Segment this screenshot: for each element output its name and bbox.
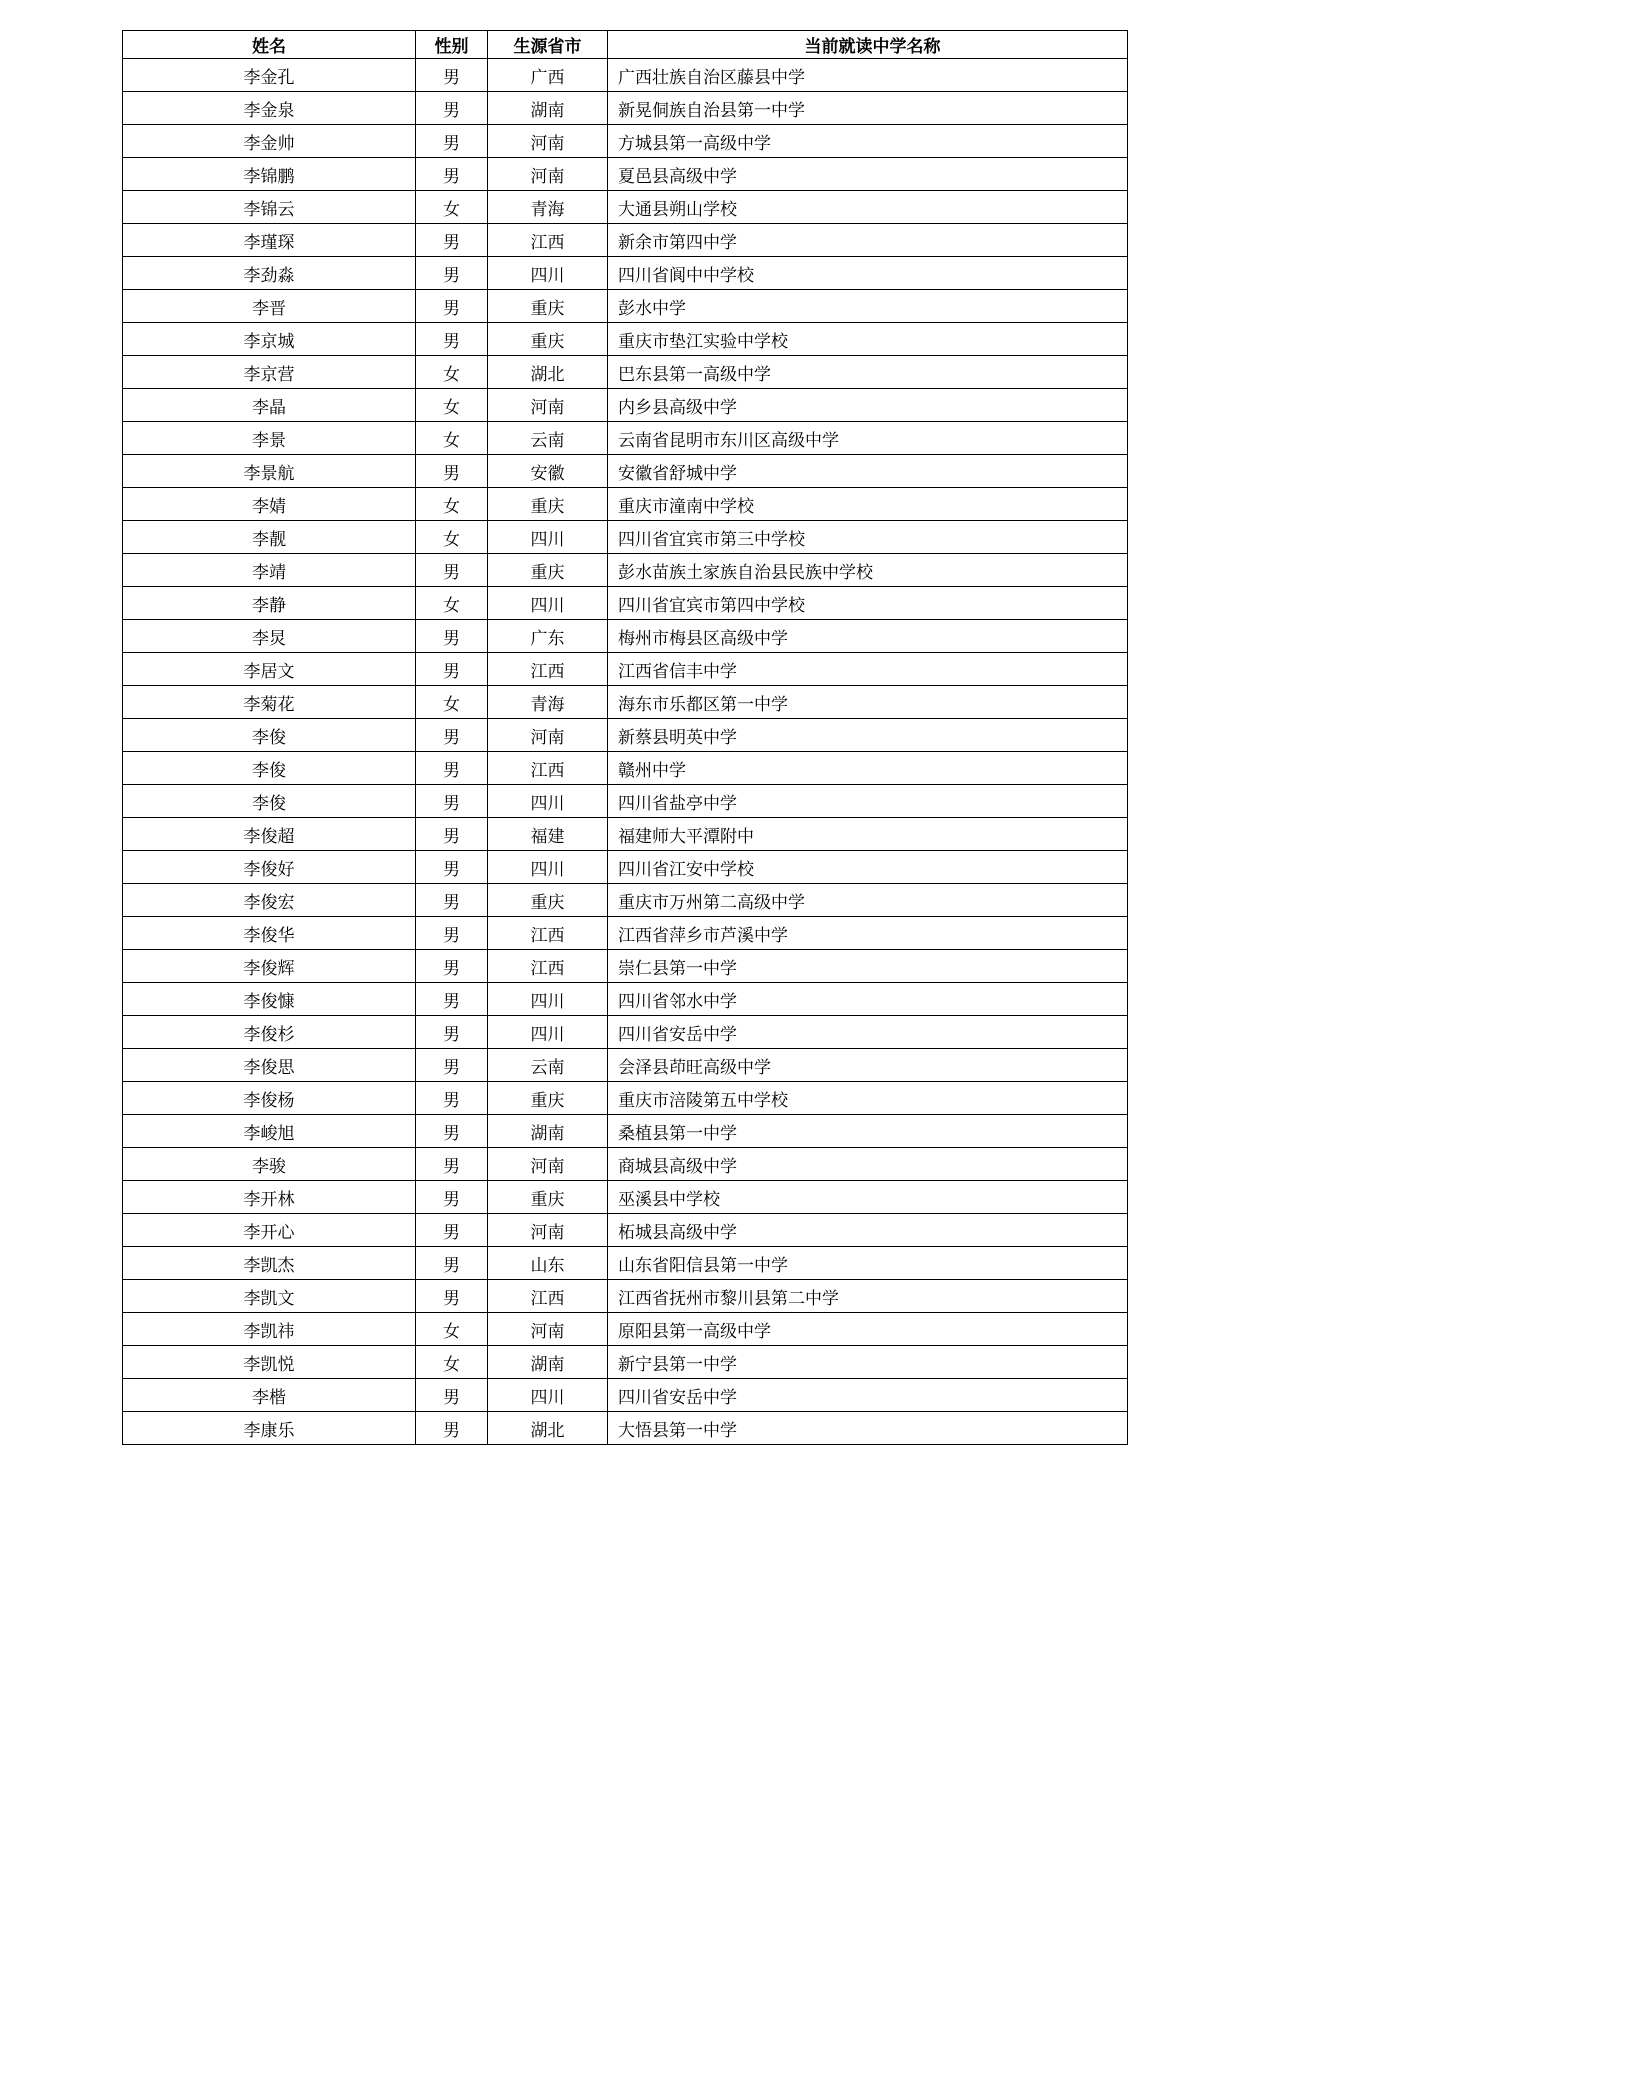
name-cell: 李景	[123, 422, 416, 455]
table-row	[123, 686, 1128, 719]
school-cell: 大通县朔山学校	[608, 191, 1128, 224]
name-cell: 李开林	[123, 1181, 416, 1214]
province-cell: 湖南	[488, 1115, 608, 1148]
table-row	[123, 323, 1128, 356]
name-cell: 李楷	[123, 1379, 416, 1412]
province-cell: 江西	[488, 950, 608, 983]
table-row	[123, 917, 1128, 950]
gender-cell: 男	[416, 653, 488, 686]
school-cell: 商城县高级中学	[608, 1148, 1128, 1181]
gender-cell: 男	[416, 1115, 488, 1148]
table-row	[123, 422, 1128, 455]
table-row	[123, 389, 1128, 422]
school-cell: 彭水中学	[608, 290, 1128, 323]
name-cell: 李靓	[123, 521, 416, 554]
table-row	[123, 1412, 1128, 1445]
school-cell: 云南省昆明市东川区高级中学	[608, 422, 1128, 455]
name-cell: 李金泉	[123, 92, 416, 125]
name-cell: 李金孔	[123, 59, 416, 92]
name-cell: 李峻旭	[123, 1115, 416, 1148]
school-cell: 广西壮族自治区藤县中学	[608, 59, 1128, 92]
name-cell: 李俊宏	[123, 884, 416, 917]
school-cell: 四川省江安中学校	[608, 851, 1128, 884]
school-cell: 四川省盐亭中学	[608, 785, 1128, 818]
school-cell: 江西省萍乡市芦溪中学	[608, 917, 1128, 950]
school-cell: 新余市第四中学	[608, 224, 1128, 257]
table-header	[123, 31, 1128, 59]
province-cell: 安徽	[488, 455, 608, 488]
table-row	[123, 92, 1128, 125]
name-cell: 李锦鹏	[123, 158, 416, 191]
gender-cell: 男	[416, 1280, 488, 1313]
gender-cell: 男	[416, 455, 488, 488]
province-cell: 江西	[488, 224, 608, 257]
gender-cell: 女	[416, 389, 488, 422]
province-cell: 江西	[488, 653, 608, 686]
school-cell: 四川省阆中中学校	[608, 257, 1128, 290]
gender-cell: 男	[416, 719, 488, 752]
province-cell: 青海	[488, 686, 608, 719]
gender-cell: 女	[416, 191, 488, 224]
gender-cell: 男	[416, 884, 488, 917]
gender-cell: 女	[416, 587, 488, 620]
name-cell: 李开心	[123, 1214, 416, 1247]
gender-cell: 女	[416, 521, 488, 554]
school-cell: 重庆市万州第二高级中学	[608, 884, 1128, 917]
gender-cell: 男	[416, 1148, 488, 1181]
name-cell: 李凯祎	[123, 1313, 416, 1346]
province-cell: 云南	[488, 1049, 608, 1082]
province-cell: 河南	[488, 125, 608, 158]
province-cell: 重庆	[488, 884, 608, 917]
gender-cell: 女	[416, 1313, 488, 1346]
gender-cell: 男	[416, 1181, 488, 1214]
gender-cell: 男	[416, 224, 488, 257]
name-cell: 李俊杨	[123, 1082, 416, 1115]
gender-cell: 女	[416, 1346, 488, 1379]
name-cell: 李金帅	[123, 125, 416, 158]
name-cell: 李晋	[123, 290, 416, 323]
table-row	[123, 158, 1128, 191]
school-cell: 重庆市潼南中学校	[608, 488, 1128, 521]
name-cell: 李锦云	[123, 191, 416, 224]
name-cell: 李静	[123, 587, 416, 620]
name-cell: 李骏	[123, 1148, 416, 1181]
school-cell: 新宁县第一中学	[608, 1346, 1128, 1379]
school-cell: 福建师大平潭附中	[608, 818, 1128, 851]
table-row	[123, 356, 1128, 389]
gender-cell: 女	[416, 356, 488, 389]
province-cell: 重庆	[488, 1082, 608, 1115]
province-cell: 河南	[488, 1313, 608, 1346]
gender-cell: 男	[416, 1379, 488, 1412]
school-cell: 巫溪县中学校	[608, 1181, 1128, 1214]
school-cell: 四川省宜宾市第三中学校	[608, 521, 1128, 554]
table-body	[123, 59, 1128, 1445]
name-cell: 李俊	[123, 719, 416, 752]
school-cell: 桑植县第一中学	[608, 1115, 1128, 1148]
gender-cell: 男	[416, 1412, 488, 1445]
table-row	[123, 191, 1128, 224]
school-cell: 柘城县高级中学	[608, 1214, 1128, 1247]
table-row	[123, 1049, 1128, 1082]
name-cell: 李京营	[123, 356, 416, 389]
province-cell: 重庆	[488, 323, 608, 356]
name-cell: 李炅	[123, 620, 416, 653]
table-row	[123, 257, 1128, 290]
table-row	[123, 719, 1128, 752]
table-row	[123, 455, 1128, 488]
header-row	[123, 31, 1128, 59]
school-cell: 巴东县第一高级中学	[608, 356, 1128, 389]
name-cell: 李凯文	[123, 1280, 416, 1313]
name-cell: 李俊慷	[123, 983, 416, 1016]
gender-cell: 女	[416, 422, 488, 455]
school-cell: 四川省邻水中学	[608, 983, 1128, 1016]
table-row	[123, 752, 1128, 785]
table-row	[123, 1181, 1128, 1214]
name-cell: 李俊辉	[123, 950, 416, 983]
school-cell: 四川省安岳中学	[608, 1016, 1128, 1049]
gender-cell: 男	[416, 851, 488, 884]
province-cell: 山东	[488, 1247, 608, 1280]
gender-cell: 男	[416, 1214, 488, 1247]
gender-cell: 男	[416, 818, 488, 851]
gender-cell: 女	[416, 488, 488, 521]
school-cell: 梅州市梅县区高级中学	[608, 620, 1128, 653]
table-row	[123, 950, 1128, 983]
gender-cell: 男	[416, 917, 488, 950]
name-cell: 李菊花	[123, 686, 416, 719]
province-cell: 河南	[488, 1214, 608, 1247]
table-row	[123, 290, 1128, 323]
table-row	[123, 818, 1128, 851]
table-row	[123, 1082, 1128, 1115]
school-cell: 江西省信丰中学	[608, 653, 1128, 686]
gender-cell: 男	[416, 1247, 488, 1280]
school-cell: 四川省宜宾市第四中学校	[608, 587, 1128, 620]
name-cell: 李凯杰	[123, 1247, 416, 1280]
gender-cell: 男	[416, 785, 488, 818]
school-cell: 江西省抚州市黎川县第二中学	[608, 1280, 1128, 1313]
gender-cell: 男	[416, 620, 488, 653]
header-gender: 性别	[416, 31, 488, 59]
table-row	[123, 1115, 1128, 1148]
province-cell: 河南	[488, 1148, 608, 1181]
school-cell: 原阳县第一高级中学	[608, 1313, 1128, 1346]
province-cell: 四川	[488, 983, 608, 1016]
province-cell: 河南	[488, 389, 608, 422]
gender-cell: 男	[416, 1082, 488, 1115]
table-row	[123, 1214, 1128, 1247]
name-cell: 李俊杉	[123, 1016, 416, 1049]
table-row	[123, 587, 1128, 620]
province-cell: 四川	[488, 521, 608, 554]
province-cell: 湖南	[488, 92, 608, 125]
table-row	[123, 785, 1128, 818]
gender-cell: 男	[416, 1049, 488, 1082]
table-row	[123, 224, 1128, 257]
name-cell: 李婧	[123, 488, 416, 521]
gender-cell: 女	[416, 686, 488, 719]
table-row	[123, 1346, 1128, 1379]
gender-cell: 男	[416, 1016, 488, 1049]
gender-cell: 男	[416, 59, 488, 92]
name-cell: 李靖	[123, 554, 416, 587]
gender-cell: 男	[416, 950, 488, 983]
province-cell: 江西	[488, 917, 608, 950]
province-cell: 湖南	[488, 1346, 608, 1379]
name-cell: 李京城	[123, 323, 416, 356]
name-cell: 李俊华	[123, 917, 416, 950]
school-cell: 大悟县第一中学	[608, 1412, 1128, 1445]
table-row	[123, 983, 1128, 1016]
school-cell: 四川省安岳中学	[608, 1379, 1128, 1412]
school-cell: 方城县第一高级中学	[608, 125, 1128, 158]
province-cell: 重庆	[488, 1181, 608, 1214]
province-cell: 云南	[488, 422, 608, 455]
school-cell: 会泽县茚旺高级中学	[608, 1049, 1128, 1082]
name-cell: 李晶	[123, 389, 416, 422]
school-cell: 安徽省舒城中学	[608, 455, 1128, 488]
school-cell: 夏邑县高级中学	[608, 158, 1128, 191]
province-cell: 江西	[488, 1280, 608, 1313]
table-row	[123, 1247, 1128, 1280]
gender-cell: 男	[416, 752, 488, 785]
name-cell: 李瑾琛	[123, 224, 416, 257]
province-cell: 湖北	[488, 356, 608, 389]
table-row	[123, 554, 1128, 587]
school-cell: 内乡县高级中学	[608, 389, 1128, 422]
school-cell: 赣州中学	[608, 752, 1128, 785]
header-name: 姓名	[123, 31, 416, 59]
province-cell: 四川	[488, 785, 608, 818]
table-row	[123, 1379, 1128, 1412]
school-cell: 海东市乐都区第一中学	[608, 686, 1128, 719]
name-cell: 李景航	[123, 455, 416, 488]
table-row	[123, 59, 1128, 92]
province-cell: 湖北	[488, 1412, 608, 1445]
name-cell: 李俊好	[123, 851, 416, 884]
province-cell: 重庆	[488, 290, 608, 323]
province-cell: 河南	[488, 719, 608, 752]
gender-cell: 男	[416, 290, 488, 323]
table-row	[123, 884, 1128, 917]
table-row	[123, 1280, 1128, 1313]
name-cell: 李俊思	[123, 1049, 416, 1082]
name-cell: 李俊超	[123, 818, 416, 851]
school-cell: 新蔡县明英中学	[608, 719, 1128, 752]
gender-cell: 男	[416, 158, 488, 191]
province-cell: 广西	[488, 59, 608, 92]
province-cell: 重庆	[488, 554, 608, 587]
province-cell: 河南	[488, 158, 608, 191]
gender-cell: 男	[416, 983, 488, 1016]
gender-cell: 男	[416, 125, 488, 158]
header-school: 当前就读中学名称	[608, 31, 1128, 59]
table-row	[123, 1313, 1128, 1346]
table-row	[123, 1148, 1128, 1181]
gender-cell: 男	[416, 92, 488, 125]
school-cell: 重庆市垫江实验中学校	[608, 323, 1128, 356]
province-cell: 四川	[488, 1379, 608, 1412]
province-cell: 重庆	[488, 488, 608, 521]
school-cell: 重庆市涪陵第五中学校	[608, 1082, 1128, 1115]
province-cell: 青海	[488, 191, 608, 224]
name-cell: 李居文	[123, 653, 416, 686]
table-row	[123, 488, 1128, 521]
province-cell: 江西	[488, 752, 608, 785]
name-cell: 李康乐	[123, 1412, 416, 1445]
table-row	[123, 620, 1128, 653]
name-cell: 李凯悦	[123, 1346, 416, 1379]
table-row	[123, 1016, 1128, 1049]
name-cell: 李俊	[123, 785, 416, 818]
table-row	[123, 125, 1128, 158]
table-row	[123, 521, 1128, 554]
student-roster-table	[122, 30, 1128, 1445]
table-row	[123, 653, 1128, 686]
table-row	[123, 851, 1128, 884]
gender-cell: 男	[416, 554, 488, 587]
province-cell: 广东	[488, 620, 608, 653]
school-cell: 新晃侗族自治县第一中学	[608, 92, 1128, 125]
province-cell: 四川	[488, 587, 608, 620]
province-cell: 福建	[488, 818, 608, 851]
school-cell: 山东省阳信县第一中学	[608, 1247, 1128, 1280]
school-cell: 彭水苗族土家族自治县民族中学校	[608, 554, 1128, 587]
name-cell: 李俊	[123, 752, 416, 785]
province-cell: 四川	[488, 257, 608, 290]
gender-cell: 男	[416, 323, 488, 356]
name-cell: 李劲淼	[123, 257, 416, 290]
gender-cell: 男	[416, 257, 488, 290]
province-cell: 四川	[488, 851, 608, 884]
school-cell: 崇仁县第一中学	[608, 950, 1128, 983]
province-cell: 四川	[488, 1016, 608, 1049]
header-province: 生源省市	[488, 31, 608, 59]
